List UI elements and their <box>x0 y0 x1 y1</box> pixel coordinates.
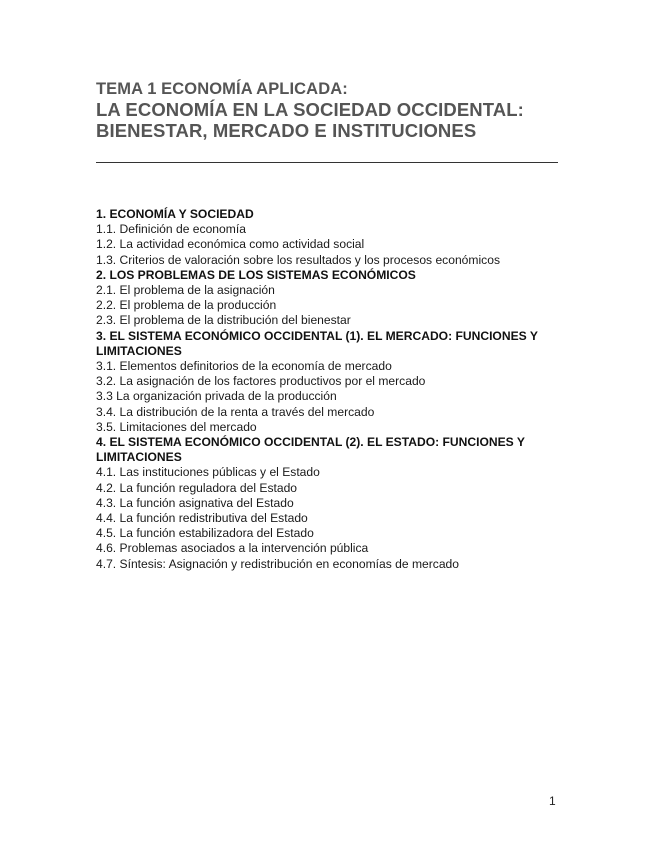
title-line-1: TEMA 1 ECONOMÍA APLICADA: <box>96 80 348 98</box>
toc-item: 1.2. La actividad económica como actividad social <box>96 237 365 252</box>
toc-section-heading: 1. ECONOMÍA Y SOCIEDAD <box>96 207 254 221</box>
page-number: 1 <box>549 794 556 808</box>
toc-item: 3.5. Limitaciones del mercado <box>96 419 257 434</box>
toc-item: 3.1. Elementos definitorios de la economía de mercado <box>96 359 392 374</box>
toc-item: 4.4. La función redistributiva del Estado <box>96 511 308 526</box>
toc-item: 1.3. Criterios de valoración sobre los resultados y los procesos económicos <box>96 252 500 267</box>
toc-item: 4.3. La función asignativa del Estado <box>96 495 294 510</box>
title-line-2: LA ECONOMÍA EN LA SOCIEDAD OCCIDENTAL: <box>96 99 524 120</box>
title-divider <box>96 162 558 163</box>
toc-item: 4.6. Problemas asociados a la intervención pública <box>96 541 369 556</box>
toc-item: 3.4. La distribución de la renta a través del mercado <box>96 404 375 419</box>
title-line-3: BIENESTAR, MERCADO E INSTITUCIONES <box>96 120 477 141</box>
toc-section-heading: 3. EL SISTEMA ECONÓMICO OCCIDENTAL (1). EL MERCADO: FUNCIONES Y LIMITACIONES <box>96 328 538 358</box>
toc-item: 4.1. Las instituciones públicas y el Estado <box>96 465 320 480</box>
table-of-contents <box>96 207 566 572</box>
toc-section-heading: 4. EL SISTEMA ECONÓMICO OCCIDENTAL (2). EL ESTADO: FUNCIONES Y LIMITACIONES <box>96 435 525 465</box>
toc-item: 3.3 La organización privada de la producción <box>96 389 337 404</box>
toc-item: 1.1. Definición de economía <box>96 222 246 237</box>
toc-item: 4.5. La función estabilizadora del Estado <box>96 526 314 541</box>
toc-item: 2.1. El problema de la asignación <box>96 283 275 298</box>
toc-section-heading: 2. LOS PROBLEMAS DE LOS SISTEMAS ECONÓMICOS <box>96 267 416 282</box>
toc-item: 4.2. La función reguladora del Estado <box>96 480 298 495</box>
toc-item: 2.3. El problema de la distribución del bienestar <box>96 313 351 328</box>
toc-item: 4.7. Síntesis: Asignación y redistribución en economías de mercado <box>96 556 460 571</box>
document-title <box>96 79 566 141</box>
toc-item: 3.2. La asignación de los factores productivos por el mercado <box>96 374 426 389</box>
toc-item: 2.2. El problema de la producción <box>96 298 277 313</box>
